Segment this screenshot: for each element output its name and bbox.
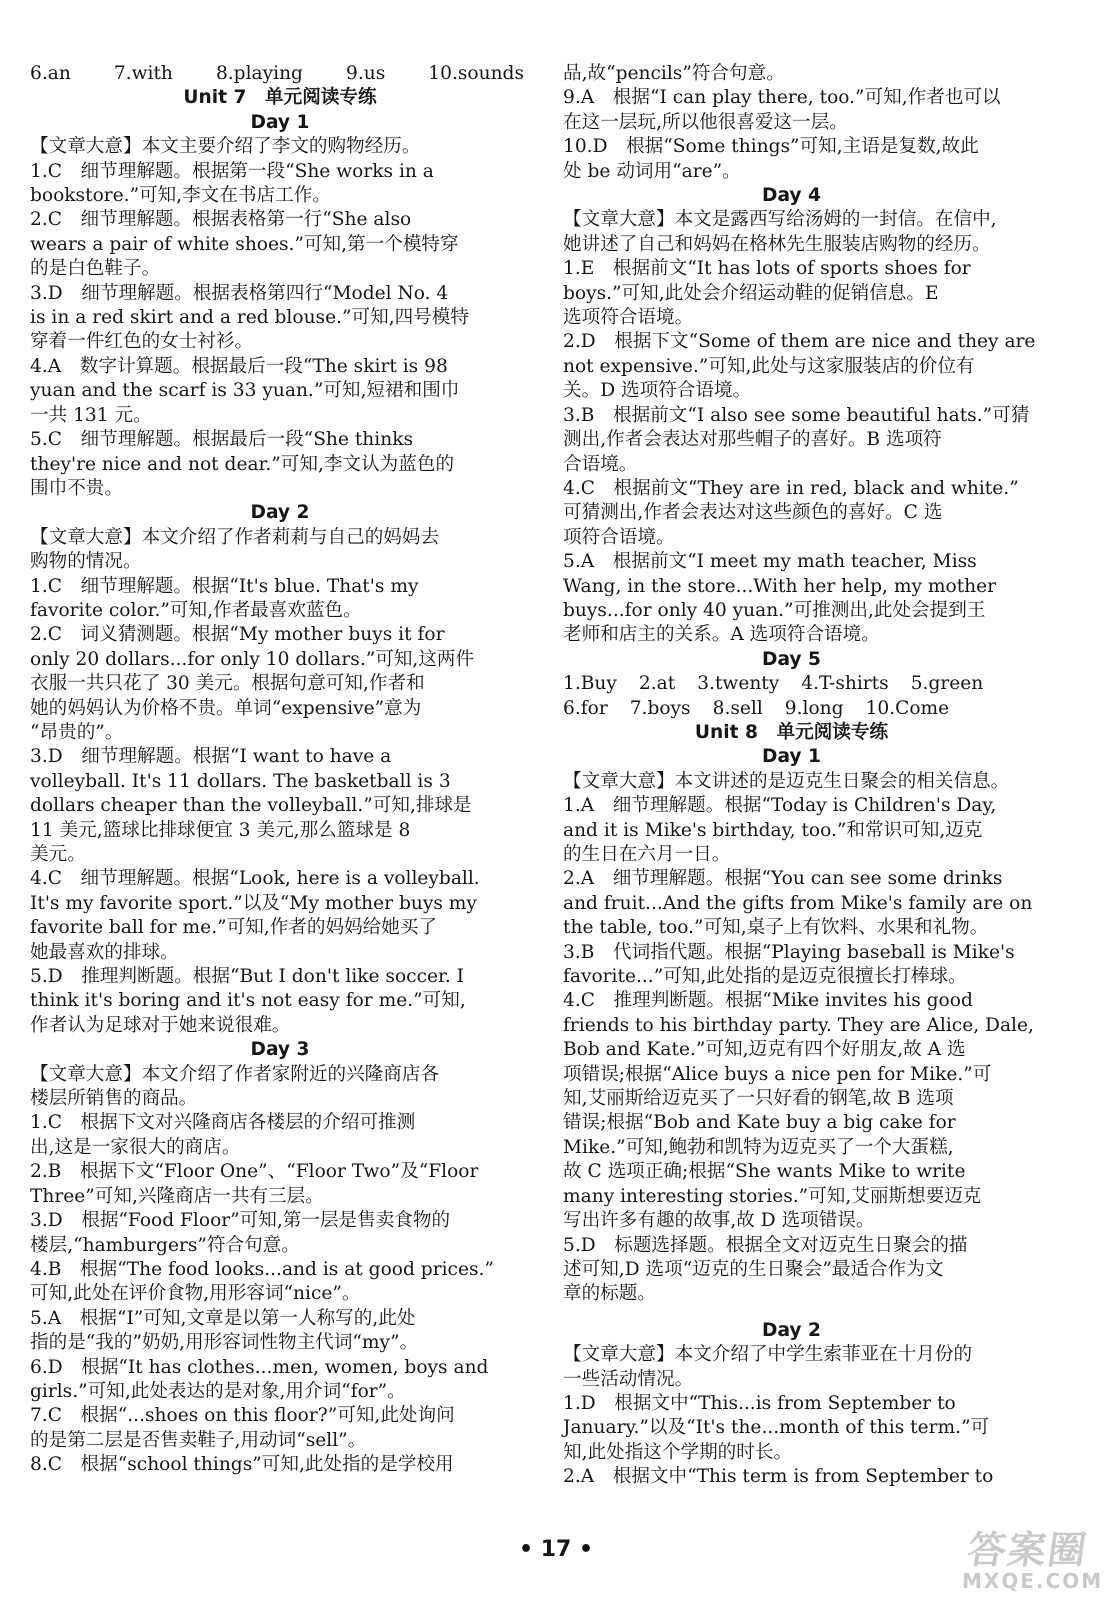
watermark-logo <box>962 1528 1104 1594</box>
text-line: Bob and Kate.”可知,迈克有四个好朋友,故 A 选 <box>563 1039 966 1061</box>
text-line: 4.C 推理判断题。根据“Mike invites his good <box>563 990 973 1012</box>
text-line: “昂贵的”。 <box>30 721 124 743</box>
answer-item: 7.boys <box>629 697 691 719</box>
text-line: 1.C 细节理解题。根据“It's blue. That's my <box>30 575 419 597</box>
text-line: 2.A 细节理解题。根据“You can see some drinks <box>563 868 1003 890</box>
text-line: 1.C 细节理解题。根据第一段“She works in a <box>30 160 434 182</box>
text-line: Three”可知,兴隆商店一共有三层。 <box>30 1185 324 1207</box>
text-line: 知,艾丽斯给迈克买了一只好看的钢笔,故 B 选项 <box>563 1088 954 1110</box>
text-line: 述可知,D 选项“迈克的生日聚会”最适合作为文 <box>563 1258 944 1280</box>
text-line: 【文章大意】本文讲述的是迈克生日聚会的相关信息。 <box>563 770 1010 792</box>
section-heading: Day 5 <box>762 648 821 670</box>
text-line: 6.D 根据“It has clothes...men, women, boys and <box>30 1356 489 1378</box>
text-line: 的生日在六月一日。 <box>563 844 731 865</box>
text-line: 1.A 细节理解题。根据“Today is Children's Day, <box>563 795 997 817</box>
text-line: 购物的情况。 <box>30 551 142 573</box>
text-line: 合语境。 <box>563 453 638 475</box>
text-line: 处 be 动词用“are”。 <box>563 160 741 182</box>
text-line: 3.B 根据前文“I also see some beautiful hats.”可猜 <box>563 404 1030 426</box>
text-line: 10.D 根据“Some things”可知,主语是复数,故此 <box>563 136 979 158</box>
text-line: 她的妈妈认为价格不贵。单词“expensive”意为 <box>30 697 422 719</box>
text-line: 关。D 选项符合语境。 <box>563 380 752 402</box>
text-line: 衣服一共只花了 30 美元。根据句意可知,作者和 <box>30 673 425 695</box>
text-line: 品,故“pencils”符合句意。 <box>563 63 785 84</box>
answer-item: 10.Come <box>865 697 950 719</box>
text-line: 3.D 细节理解题。根据表格第四行“Model No. 4 <box>30 282 449 304</box>
text-line: 2.B 根据下文“Floor One”、“Floor Two”及“Floor <box>30 1161 479 1183</box>
text-line: 9.A 根据“I can play there, too.”可知,作者也可以 <box>563 87 1001 109</box>
text-line: 一些活动情况。 <box>563 1368 694 1390</box>
text-line: only 20 dollars...for only 10 dollars.”可知,这两件 <box>30 648 475 670</box>
text-line: 章的标题。 <box>563 1283 656 1305</box>
spacer <box>563 1307 1020 1319</box>
text-line: 4.C 根据前文“They are in red, black and white.” <box>563 477 1019 499</box>
text-line: 穿着一件红色的女士衬衫。 <box>30 331 254 353</box>
answer-item: 10.sounds <box>428 63 524 84</box>
answer-item: 5.green <box>910 673 984 695</box>
text-line: 错误;根据“Bob and Kate buy a big cake for <box>563 1112 956 1134</box>
text-line: 5.A 根据前文“I meet my math teacher, Miss <box>563 551 977 573</box>
answer-item: 6.an <box>30 63 71 84</box>
text-line: 2.C 词义猜测题。根据“My mother buys it for <box>30 624 445 646</box>
text-line: 写出许多有趣的故事,故 D 选项错误。 <box>563 1210 875 1232</box>
text-line: 【文章大意】本文主要介绍了李文的购物经历。 <box>30 136 421 158</box>
text-line: 7.C 根据“...shoes on this floor?”可知,此处询问 <box>30 1405 455 1427</box>
text-line: 3.B 代词指代题。根据“Playing baseball is Mike's <box>563 941 1015 963</box>
text-line: 1.C 根据下文对兴隆商店各楼层的介绍可推测 <box>30 1112 416 1134</box>
text-line: not expensive.”可知,此处与这家服装店的价位有 <box>563 355 975 377</box>
text-line: volleyball. It's 11 dollars. The basketball is 3 <box>30 770 451 792</box>
text-line: is in a red skirt and a red blouse.”可知,四号模特 <box>30 307 469 329</box>
text-line: and it is Mike's birthday, too.”和常识可知,迈克 <box>563 819 983 841</box>
text-line: 2.A 根据文中“This term is from September to <box>563 1466 994 1488</box>
text-line: favorite color.”可知,作者最喜欢蓝色。 <box>30 599 362 621</box>
answer-item: 7.with <box>113 63 173 84</box>
answer-item: 3.twenty <box>697 673 780 695</box>
text-line: 故 C 选项正确;根据“She wants Mike to write <box>563 1161 966 1183</box>
text-line: favorite...”可知,此处指的是迈克很擅长打棒球。 <box>563 966 967 988</box>
text-line: 作者认为足球对于她来说很难。 <box>30 1014 291 1036</box>
watermark-url: MXQE.COM <box>962 1569 1104 1593</box>
text-line: wears a pair of white shoes.”可知,第一个模特穿 <box>30 233 459 255</box>
text-line: dollars cheaper than the volleyball.”可知,排球是 <box>30 795 472 817</box>
answer-item: 2.at <box>638 673 676 695</box>
answer-item: 9.us <box>345 63 386 84</box>
text-line: It's my favorite sport.”以及“My mother buys my <box>30 892 477 914</box>
text-line: 知,此处指这个学期的时长。 <box>563 1441 793 1463</box>
text-line: 5.D 推理判断题。根据“But I don't like soccer. I <box>30 966 464 988</box>
text-line: bookstore.”可知,李文在书店工作。 <box>30 185 331 207</box>
answer-item: 4.T-shirts <box>801 673 889 695</box>
text-line: 她讲述了自己和妈妈在格林先生服装店购物的经历。 <box>563 233 991 255</box>
text-line: 出,这是一家很大的商店。 <box>30 1136 241 1158</box>
text-line: they're nice and not dear.”可知,李文认为蓝色的 <box>30 453 455 475</box>
text-line: 5.C 细节理解题。根据最后一段“She thinks <box>30 429 413 451</box>
section-heading: Day 1 <box>250 111 310 133</box>
page-number: • 17 • <box>518 1537 594 1562</box>
text-line: and fruit...And the gifts from Mike's family are on <box>563 892 1033 914</box>
text-line: 的是第二层是否售卖鞋子,用动词“sell”。 <box>30 1429 367 1451</box>
answer-item: 8.playing <box>215 63 303 84</box>
text-line: 5.A 根据“I”可知,文章是以第一人称写的,此处 <box>30 1307 416 1329</box>
text-line: 她最喜欢的排球。 <box>30 941 179 963</box>
text-line: 【文章大意】本文是露西写给汤姆的一封信。在信中, <box>563 209 997 231</box>
answer-item: 8.sell <box>712 697 763 719</box>
text-line: think it's boring and it's not easy for me.”可知, <box>30 990 466 1012</box>
text-line: buys...for only 40 yuan.”可推测出,此处会提到王 <box>563 599 986 621</box>
text-line: 4.A 数字计算题。根据最后一段“The skirt is 98 <box>30 355 448 377</box>
text-line: 3.D 根据“Food Floor”可知,第一层是售卖食物的 <box>30 1210 451 1232</box>
right-column <box>563 62 1036 1490</box>
text-line: 1.E 根据前文“It has lots of sports shoes for <box>563 258 971 280</box>
text-line: 4.C 细节理解题。根据“Look, here is a volleyball. <box>30 868 480 890</box>
text-line: boys.”可知,此处会介绍运动鞋的促销信息。E <box>563 282 939 304</box>
text-line: 8.C 根据“school things”可知,此处指的是学校用 <box>30 1454 454 1476</box>
text-line: 可知,此处在评价食物,用形容词“nice”。 <box>30 1283 361 1305</box>
text-line: 【文章大意】本文介绍了中学生索菲亚在十月份的 <box>563 1344 973 1366</box>
text-line: Wang, in the store...With her help, my mother <box>563 575 997 597</box>
text-line: yuan and the scarf is 33 yuan.”可知,短裙和围巾 <box>30 380 460 402</box>
text-line: 项符合语境。 <box>563 526 675 548</box>
text-line: girls.”可知,此处表达的是对象,用介词“for”。 <box>30 1380 406 1402</box>
section-heading: Day 3 <box>250 1039 310 1061</box>
text-line: 11 美元,篮球比排球便宜 3 美元,那么篮球是 8 <box>30 819 411 841</box>
text-line: 指的是“我的”奶奶,用形容词性物主代词“my”。 <box>30 1332 419 1354</box>
text-line: 测出,作者会表达对那些帽子的喜好。B 选项符 <box>563 429 942 451</box>
text-line: 【文章大意】本文介绍了作者莉莉与自己的妈妈去 <box>30 526 440 548</box>
text-line: 1.D 根据文中“This...is from September to <box>563 1392 956 1414</box>
text-line: 5.D 标题选择题。根据全文对迈克生日聚会的描 <box>563 1234 968 1256</box>
text-line: 的是白色鞋子。 <box>30 258 161 280</box>
text-line: the table, too.”可知,桌子上有饮料、水果和礼物。 <box>563 917 989 939</box>
watermark-logo-text: 答案圈 <box>964 1528 1092 1572</box>
text-line: many interesting stories.”可知,艾丽斯想要迈克 <box>563 1185 982 1207</box>
answer-item: 1.Buy <box>563 673 617 695</box>
text-line: friends to his birthday party. They are Alice, Dale, <box>563 1014 1034 1036</box>
answer-row <box>563 672 1020 696</box>
text-line: 项错误;根据“Alice buys a nice pen for Mike.”可 <box>563 1063 992 1085</box>
text-line: 楼层,“hamburgers”符合句意。 <box>30 1234 300 1256</box>
text-line: 楼层所销售的商品。 <box>30 1088 198 1110</box>
section-heading: Unit 8 单元阅读专练 <box>694 721 889 743</box>
section-heading: Day 2 <box>762 1319 821 1341</box>
section-heading: Unit 7 单元阅读专练 <box>183 87 377 109</box>
text-line: 2.C 细节理解题。根据表格第一行“She also <box>30 209 412 231</box>
text-line: 美元。 <box>30 844 86 865</box>
text-line: 可猜测出,作者会表达对这些颜色的喜好。C 选 <box>563 502 943 524</box>
text-line: favorite ball for me.”可知,作者的妈妈给她买了 <box>30 917 438 939</box>
text-line: 4.B 根据“The food looks...and is at good prices.” <box>30 1258 494 1280</box>
section-heading: Day 4 <box>762 185 821 207</box>
text-line: January.”以及“It's the...month of this term.”可 <box>563 1417 990 1439</box>
answer-item: 6.for <box>563 697 608 719</box>
text-line: 在这一层玩,所以他很喜爱这一层。 <box>563 111 848 133</box>
answer-row <box>30 62 530 86</box>
text-line: Mike.”可知,鲍勃和凯特为迈克买了一个大蛋糕, <box>563 1136 954 1158</box>
text-line: 选项符合语境。 <box>563 307 694 329</box>
text-line: 【文章大意】本文介绍了作者家附近的兴隆商店各 <box>30 1063 440 1085</box>
text-line: 3.D 细节理解题。根据“I want to have a <box>30 746 392 768</box>
section-heading: Day 2 <box>250 502 310 524</box>
text-line: 老师和店主的关系。A 选项符合语境。 <box>563 624 880 646</box>
text-line: 一共 131 元。 <box>30 404 152 426</box>
text-line: 围巾不贵。 <box>30 477 123 499</box>
text-line: 2.D 根据下文“Some of them are nice and they are <box>563 331 1036 353</box>
answer-item: 9.long <box>784 697 844 719</box>
left-column <box>30 62 530 1478</box>
section-heading: Day 1 <box>762 746 821 768</box>
answer-row <box>563 697 1020 721</box>
